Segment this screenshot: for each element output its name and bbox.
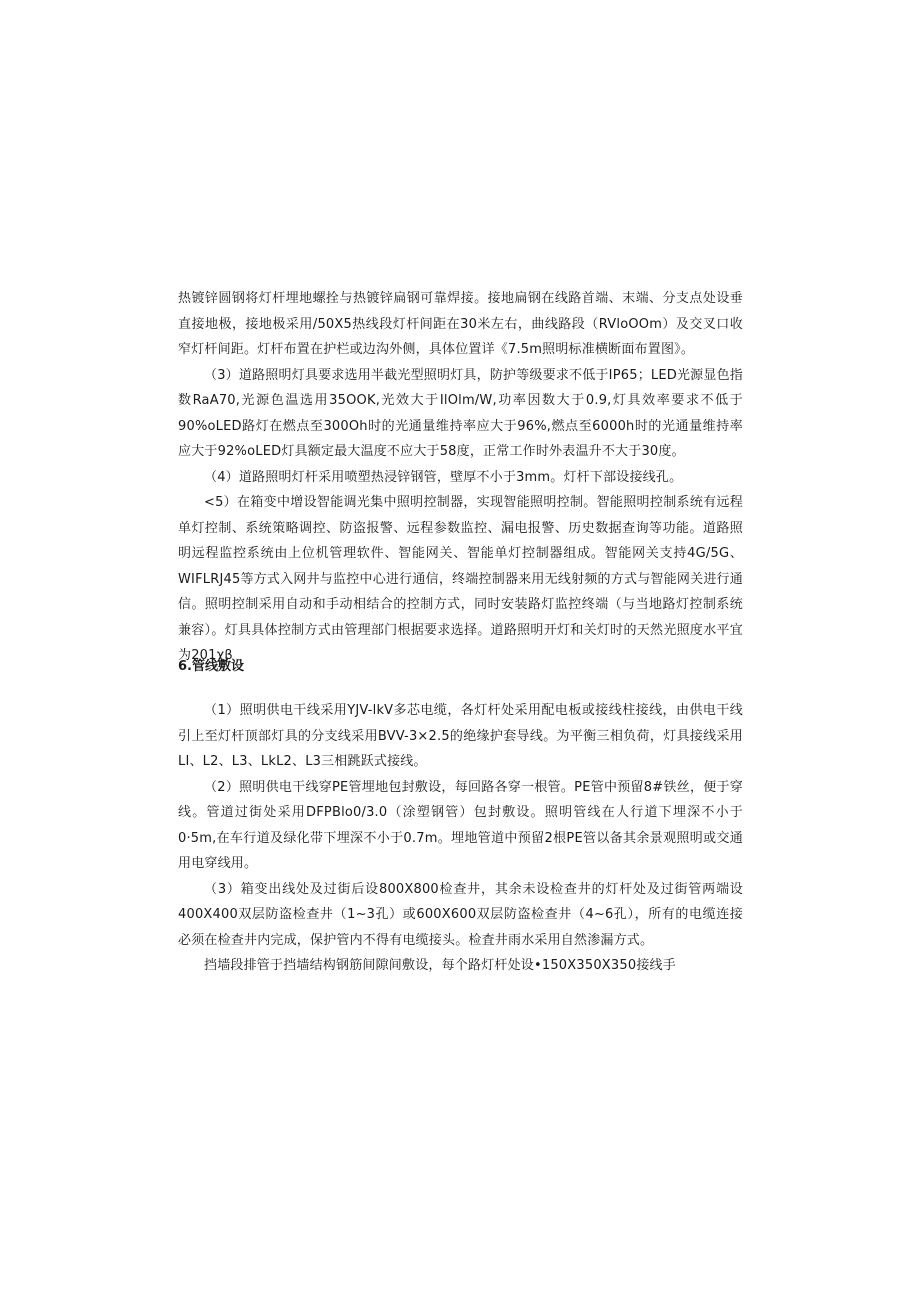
paragraph-pe-conduit: （2）照明供电干线穿PE管埋地包封敷设，每回路各穿一根管。PE管中预留8#铁丝，便于穿线。管道过街处采用DFPBlo0/3.0（涂塑钢管）包封敷设。照明管线在人行道下埋深不小于0·5m,在车行道及绿化带下埋深不小于0.7m。埋地管道中预留2根PE管以备其余景观照明或交通用电穿线用。 — [178, 779, 743, 871]
body-text-bottom — [178, 698, 743, 979]
paragraph-power-trunk: （1）照明供电干线采用YJV-lkV多芯电缆，各灯杆处采用配电板或接线柱接线，由供电干线引上至灯杆顶部灯具的分支线采用BVV-3×2.5的绝缘护套导线。为平衡三相负荷，灯具接线采用LI、L2、L3、LkL2、L3三相跳跃式接线。 — [178, 703, 743, 769]
paragraph-grounding: 热镀锌圆钢将灯杆埋地螺拴与热镀锌扁钢可靠焊接。接地扁钢在线路首端、末端、分支点处设垂直接地极，接地极采用/50X5热线段灯杆间距在30米左右，曲线路段（RVloOOm）及交叉口收窄灯杆间距。灯杆布置在护栏或边沟外侧，具体位置详《7.5m照明标准横断面布置图》。 — [178, 291, 743, 357]
paragraph-lamp-pole: （4）道路照明灯杆采用喷塑热浸锌钢管，壁厚不小于3mm。灯杆下部设接线孔。 — [204, 469, 683, 485]
body-text-top — [178, 286, 743, 669]
section-heading: 6.管线敷设 — [178, 659, 244, 674]
paragraph-inspection-well: （3）箱变出线处及过街后设800X800检查井，其余未设检查井的灯杆处及过街管两端设400X400双层防盗检查井（1~3孔）或600X600双层防盗检查井（4~6孔），所有的电缆连接必须在检查井内完成，保护管内不得有电缆接头。检査井雨水采用自然渗漏方式。 — [178, 881, 743, 948]
paragraph-retaining-wall: 挡墙段排管于挡墙结构钢筋间隙间敷设，每个路灯杆处设•150X350X350接线手 — [204, 958, 676, 973]
paragraph-smart-control: <5）在箱变中增设智能调光集中照明控制器，实现智能照明控制。智能照明控制系统有远程单灯控制、系统策略调控、防盗报警、远程参数监控、漏电报警、历史数据查询等功能。道路照明远程监控系统由上位机管理软件、智能网关、智能单灯控制器组成。智能网关支持4G/5G、WIFLRJ45等方式入网井与监控中心进行通信，终端控制器来用无线射频的方式与智能网关进行通信。照明控制采用自动和手动相结合的控制方式，同时安装路灯监控终端（与当地路灯控制系统兼容）。灯具具体控制方式由管理部门根据要求选择。道路照明开灯和关灯时的天然光照度水平宜为201χβ — [178, 495, 743, 663]
paragraph-luminaire-requirements: （3）道路照明灯具要求选用半截光型照明灯具，防护等级要求不低于IP65；LED光源显色指数RaA70,光源色温选用35OOK,光效大于IlOlm/W,功率因数大于0.9,灯具效率要求不低于90%oLED路灯在燃点至300Oh时的光通量维持率应大于96%,燃点至6000h时的光通量维持率应大于92%oLED灯具额定最大温度不应大于58度，正常工作时外表温升不大于30度。 — [178, 367, 743, 459]
